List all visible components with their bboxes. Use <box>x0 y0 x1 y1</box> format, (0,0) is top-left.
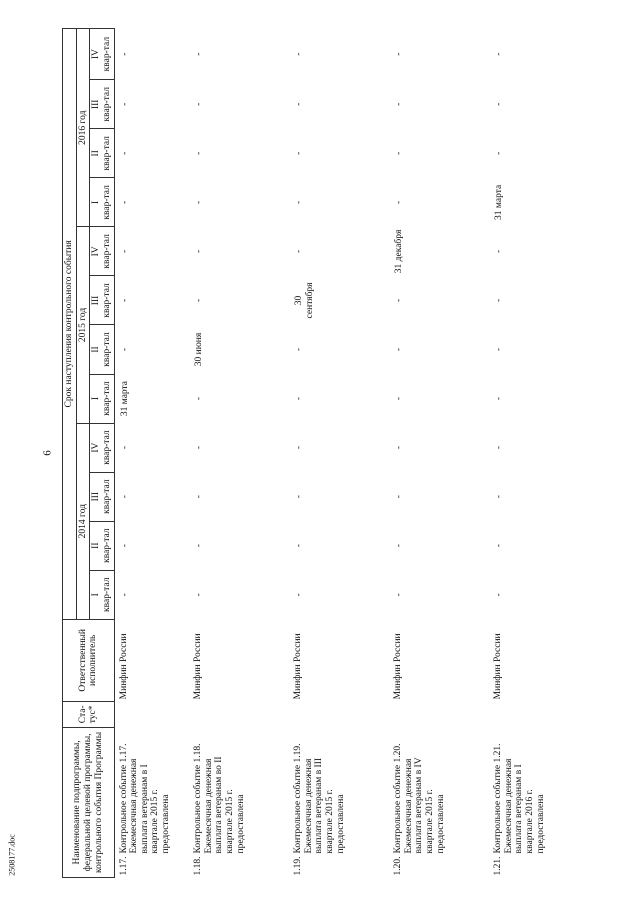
event-name-cell <box>389 727 489 877</box>
deadline-cell: - <box>194 446 204 450</box>
executor-cell: Минфин России <box>118 633 129 700</box>
deadline-cell: 31 марта <box>119 380 130 417</box>
deadline-cell: 31 декабря <box>394 229 404 274</box>
quarter-word: квар-тал <box>101 283 112 318</box>
quarter-word: квар-тал <box>101 381 112 416</box>
event-name-wrap <box>393 729 446 875</box>
deadline-cell: - <box>119 593 130 597</box>
deadline-cell: - <box>194 249 204 253</box>
quarter-word: квар-тал <box>101 234 112 269</box>
deadline-cell: - <box>394 298 404 303</box>
table-row <box>114 29 189 878</box>
quarter-word: квар-тал <box>101 430 112 465</box>
event-number: 1.20. <box>393 856 403 876</box>
deadline-cell: - <box>294 446 304 450</box>
header-deadline-group: Срок наступления контрольного события <box>63 29 77 620</box>
event-number: 1.21. <box>493 856 503 876</box>
event-name-cell <box>189 727 289 877</box>
deadline-cell: - <box>294 151 304 155</box>
deadline-cell: - <box>394 593 404 597</box>
status-cell <box>114 701 189 727</box>
deadline-cell: - <box>294 347 304 352</box>
deadline-cell: - <box>119 151 130 155</box>
event-name-wrap <box>119 729 172 875</box>
quarter-word: квар-тал <box>101 36 112 72</box>
deadline-cell: - <box>194 544 204 548</box>
event-name: Контрольное событие 1.17. Ежемесячная денежная выплата ветеранам в I квартале 2015 г. предоставлена <box>118 743 171 854</box>
landscape-table-container <box>62 28 622 878</box>
event-name: Контрольное событие 1.21. Ежемесячная денежная выплата ветеранам в I квартале 2016 г. предоставлена <box>493 743 546 854</box>
quarter-number: III <box>91 295 102 306</box>
event-name-cell <box>289 727 389 877</box>
deadline-cell: - <box>394 495 404 499</box>
deadline-cell: - <box>494 102 504 106</box>
quarter-number: II <box>91 542 102 549</box>
header-quarter <box>90 178 114 227</box>
table-row <box>389 29 489 878</box>
deadline-cell: - <box>194 151 204 155</box>
header-quarter <box>90 325 114 374</box>
header-quarter <box>90 276 114 325</box>
deadline-cell: - <box>494 396 504 401</box>
executor-cell: Минфин России <box>293 633 303 700</box>
deadline-cell: - <box>494 249 504 253</box>
header-quarter <box>90 227 114 276</box>
quarter-word: квар-тал <box>101 185 112 220</box>
deadline-cell: - <box>294 200 304 204</box>
deadline-cell: - <box>394 52 404 56</box>
deadline-cell: - <box>494 52 504 56</box>
header-year: 2016 год <box>76 29 90 227</box>
deadline-cell: - <box>494 446 504 450</box>
deadline-cell: - <box>119 347 130 352</box>
header-quarter <box>90 129 114 178</box>
deadline-cell: - <box>294 495 304 499</box>
deadline-cell: - <box>294 544 304 548</box>
deadline-cell: - <box>119 544 130 548</box>
deadline-cell: - <box>494 544 504 548</box>
deadline-cell: - <box>494 151 504 155</box>
header-quarter <box>90 29 114 80</box>
deadline-cell: - <box>194 200 204 204</box>
event-name-cell <box>114 727 189 877</box>
table-header <box>63 29 115 878</box>
deadline-cell: - <box>119 249 130 253</box>
deadline-cell: - <box>194 396 204 401</box>
deadline-cell: - <box>294 593 304 597</box>
header-quarter <box>90 423 114 472</box>
page-number: 6 <box>41 450 54 456</box>
deadline-cell: - <box>119 446 130 450</box>
quarter-number: IV <box>91 49 102 60</box>
deadline-cell: - <box>194 495 204 499</box>
deadline-cell: - <box>394 200 404 204</box>
quarter-number: II <box>91 346 102 353</box>
deadline-cell: - <box>119 52 130 56</box>
deadline-cell: - <box>494 298 504 303</box>
control-events-table <box>62 28 589 878</box>
deadline-cell: - <box>494 593 504 597</box>
quarter-number: I <box>91 200 102 204</box>
deadline-cell: - <box>119 298 130 303</box>
deadline-cell: - <box>394 151 404 155</box>
deadline-cell: 30 июня <box>194 332 204 367</box>
deadline-cell: - <box>394 102 404 106</box>
event-name-wrap <box>493 729 546 875</box>
deadline-cell: - <box>394 446 404 450</box>
quarter-word: квар-тал <box>101 136 112 171</box>
quarter-number: III <box>91 491 102 502</box>
deadline-cell: - <box>394 347 404 352</box>
deadline-cell: - <box>394 396 404 401</box>
header-year: 2015 год <box>76 227 90 423</box>
deadline-cell: - <box>119 200 130 204</box>
quarter-word: квар-тал <box>101 577 112 612</box>
deadline-cell: - <box>194 298 204 303</box>
header-quarter <box>90 374 114 423</box>
executor-cell: Минфин России <box>393 633 403 700</box>
event-name: Контрольное событие 1.18. Ежемесячная денежная выплата ветеранам во II квартале 2015 г. предоставлена <box>193 743 246 854</box>
header-quarter <box>90 521 114 570</box>
table-row <box>189 29 289 878</box>
status-cell <box>289 701 389 727</box>
header-quarter <box>90 80 114 129</box>
table-body <box>114 29 589 878</box>
event-name-cell <box>489 727 589 877</box>
event-number: 1.18. <box>193 856 203 876</box>
status-cell <box>489 701 589 727</box>
table-row <box>289 29 389 878</box>
header-executor-column: Ответственный исполнитель <box>63 619 115 701</box>
quarter-number: III <box>91 99 102 110</box>
deadline-cell: - <box>494 347 504 352</box>
event-name-wrap <box>193 729 246 875</box>
table-row <box>489 29 589 878</box>
executor-cell: Минфин России <box>193 633 203 700</box>
event-name-wrap <box>293 729 346 875</box>
quarter-word: квар-тал <box>101 87 112 122</box>
status-cell <box>389 701 489 727</box>
event-number: 1.17. <box>118 856 129 876</box>
footer-filename: 2508177.doc <box>7 834 17 876</box>
header-quarter <box>90 570 114 619</box>
executor-cell: Минфин России <box>493 633 503 700</box>
header-quarter <box>90 472 114 521</box>
quarter-number: I <box>91 396 102 401</box>
event-name: Контрольное событие 1.19. Ежемесячная денежная выплата ветеранам в III квартале 2015 г. предоставлена <box>293 743 346 854</box>
deadline-cell: 30 сентября <box>294 282 315 319</box>
deadline-cell: - <box>119 102 130 106</box>
quarter-word: квар-тал <box>101 528 112 563</box>
deadline-cell: - <box>294 52 304 56</box>
event-number: 1.19. <box>293 856 303 876</box>
deadline-cell: - <box>194 593 204 597</box>
quarter-word: квар-тал <box>101 479 112 514</box>
quarter-number: II <box>91 150 102 157</box>
deadline-cell: - <box>294 396 304 401</box>
deadline-cell: - <box>394 544 404 548</box>
deadline-cell: - <box>194 52 204 56</box>
event-name: Контрольное событие 1.20. Ежемесячная денежная выплата ветеранам в IV квартале 2015 г. предоставлена <box>393 743 446 854</box>
rotated-page-area <box>62 28 622 878</box>
quarter-number: IV <box>91 246 102 257</box>
deadline-cell: - <box>294 102 304 106</box>
deadline-cell: 31 марта <box>494 184 504 220</box>
quarter-number: I <box>91 593 102 597</box>
deadline-cell: - <box>119 495 130 499</box>
quarter-number: IV <box>91 442 102 453</box>
deadline-cell: - <box>294 249 304 253</box>
header-name-column: Наименование подпрограммы, федеральной целевой программы, контрольного события Программы <box>63 727 115 877</box>
deadline-cell: - <box>194 102 204 106</box>
status-cell <box>189 701 289 727</box>
deadline-cell: - <box>494 495 504 499</box>
quarter-word: квар-тал <box>101 332 112 367</box>
header-status-column: Ста-тус* <box>63 701 115 727</box>
header-year: 2014 год <box>76 423 90 619</box>
